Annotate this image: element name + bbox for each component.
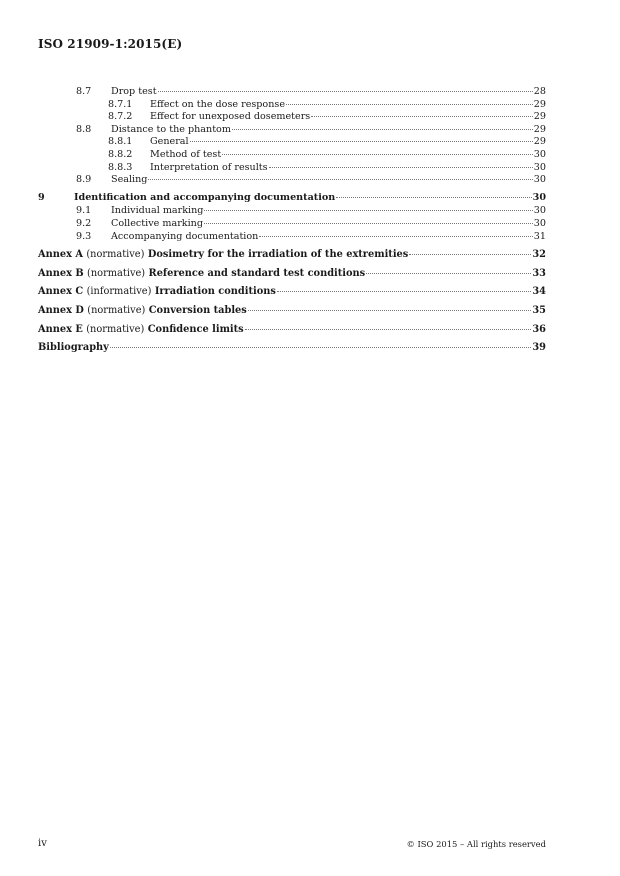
dot-leader	[110, 347, 532, 348]
toc-entry-number: 8.8.2	[108, 148, 133, 160]
toc-entry-title: Method of test	[150, 148, 222, 160]
dot-leader	[204, 223, 533, 224]
toc-entry-8-7-2[interactable]	[38, 111, 546, 124]
annex-type: (normative)	[87, 304, 146, 316]
toc-entry-title: Effect on the dose response	[150, 98, 285, 110]
page-number: iv	[38, 838, 47, 849]
toc-entry-9-3[interactable]	[38, 231, 546, 244]
annex-label: Annex C	[38, 286, 84, 298]
annex-page: 33	[532, 267, 546, 279]
toc-entry-8-7[interactable]	[38, 86, 546, 99]
toc-entry-title: Individual marking	[111, 205, 204, 217]
toc-annex-b[interactable]	[38, 268, 546, 281]
dot-leader	[158, 91, 533, 92]
annex-label: Annex E	[38, 323, 83, 335]
toc-entry-9-2[interactable]	[38, 218, 546, 231]
annex-type: (normative)	[86, 249, 145, 261]
toc-entry-number: 8.8.1	[108, 136, 133, 148]
toc-entry-page: 29	[533, 111, 546, 123]
toc-entry-title: Identification and accompanying documentation	[74, 191, 336, 203]
toc-entry-8-9[interactable]	[38, 174, 546, 187]
dot-leader	[286, 104, 533, 105]
dot-leader	[245, 329, 532, 330]
toc-annex-e[interactable]	[38, 324, 546, 337]
bibliography-page: 39	[532, 342, 546, 354]
toc-annex-c[interactable]	[38, 286, 546, 299]
toc-entry-number: 9	[38, 191, 45, 203]
annex-type: (informative)	[86, 286, 152, 298]
toc-entry-title: Effect for unexposed dosemeters	[150, 111, 311, 123]
toc-entry-number: 9.1	[76, 205, 92, 217]
dot-leader	[366, 273, 531, 274]
annex-title: Confidence limits	[147, 323, 244, 335]
copyright-notice: © ISO 2015 – All rights reserved	[406, 839, 546, 849]
annex-label: Annex A	[38, 249, 83, 261]
toc-entry-page: 31	[533, 230, 546, 242]
dot-leader	[311, 116, 533, 117]
toc-annex-a[interactable]	[38, 249, 546, 262]
annex-title: Dosimetry for the irradiation of the extremities	[147, 249, 409, 261]
dot-leader	[259, 236, 532, 237]
dot-leader	[232, 129, 533, 130]
dot-leader	[277, 291, 531, 292]
toc-entry-title: Accompanying documentation	[111, 230, 259, 242]
toc-entry-title: Interpretation of results	[150, 161, 268, 173]
toc-entry-page: 30	[533, 217, 546, 229]
toc-entry-title: Distance to the phantom	[111, 123, 231, 135]
annex-title: Reference and standard test conditions	[148, 267, 366, 279]
dot-leader	[248, 310, 532, 311]
annex-page: 32	[532, 249, 546, 261]
bibliography-title: Bibliography	[38, 342, 109, 354]
toc-entry-8-8-1[interactable]	[38, 136, 546, 149]
annex-label: Annex B	[38, 267, 84, 279]
toc-entry-page: 30	[533, 148, 546, 160]
dot-leader	[409, 254, 531, 255]
annex-page: 35	[532, 304, 546, 316]
toc-annex-d[interactable]	[38, 305, 546, 318]
toc-entry-9[interactable]	[38, 192, 546, 205]
toc-entry-page: 30	[533, 174, 546, 186]
toc-entry-title: General	[150, 136, 189, 148]
dot-leader	[190, 141, 533, 142]
table-of-contents	[38, 86, 546, 355]
toc-entry-page: 30	[533, 205, 546, 217]
annex-title: Irradiation conditions	[154, 286, 276, 298]
annex-title: Conversion tables	[148, 304, 247, 316]
dot-leader	[336, 197, 531, 198]
toc-entry-number: 9.2	[76, 217, 92, 229]
toc-entry-page: 29	[533, 136, 546, 148]
toc-entry-number: 8.8	[76, 123, 92, 135]
annex-page: 36	[532, 323, 546, 335]
toc-entry-number: 8.7.1	[108, 98, 133, 110]
toc-entry-title: Collective marking	[111, 217, 203, 229]
toc-bibliography[interactable]	[38, 342, 546, 355]
toc-entry-number: 8.8.3	[108, 161, 133, 173]
dot-leader	[269, 167, 533, 168]
toc-entry-number: 8.9	[76, 174, 92, 186]
annex-type: (normative)	[86, 323, 145, 335]
toc-entry-number: 8.7.2	[108, 111, 133, 123]
dot-leader	[204, 210, 532, 211]
annex-type: (normative)	[87, 267, 146, 279]
toc-entry-page: 30	[532, 191, 546, 203]
toc-entry-8-7-1[interactable]	[38, 99, 546, 112]
toc-entry-title: Drop test	[111, 86, 157, 97]
toc-entry-page: 29	[533, 123, 546, 135]
toc-entry-title: Sealing	[111, 174, 148, 186]
annex-page: 34	[532, 286, 546, 298]
toc-entry-page: 29	[533, 98, 546, 110]
annex-label: Annex D	[38, 304, 84, 316]
toc-entry-page: 30	[533, 161, 546, 173]
toc-entry-8-8[interactable]	[38, 124, 546, 137]
toc-entry-8-8-2[interactable]	[38, 149, 546, 162]
dot-leader	[222, 154, 533, 155]
toc-entry-page: 28	[533, 86, 546, 97]
toc-entry-9-1[interactable]	[38, 205, 546, 218]
toc-entry-8-8-3[interactable]	[38, 162, 546, 175]
toc-entry-number: 8.7	[76, 86, 92, 97]
document-id-header: ISO 21909-1:2015(E)	[38, 37, 183, 51]
dot-leader	[148, 179, 532, 180]
toc-entry-number: 9.3	[76, 230, 92, 242]
